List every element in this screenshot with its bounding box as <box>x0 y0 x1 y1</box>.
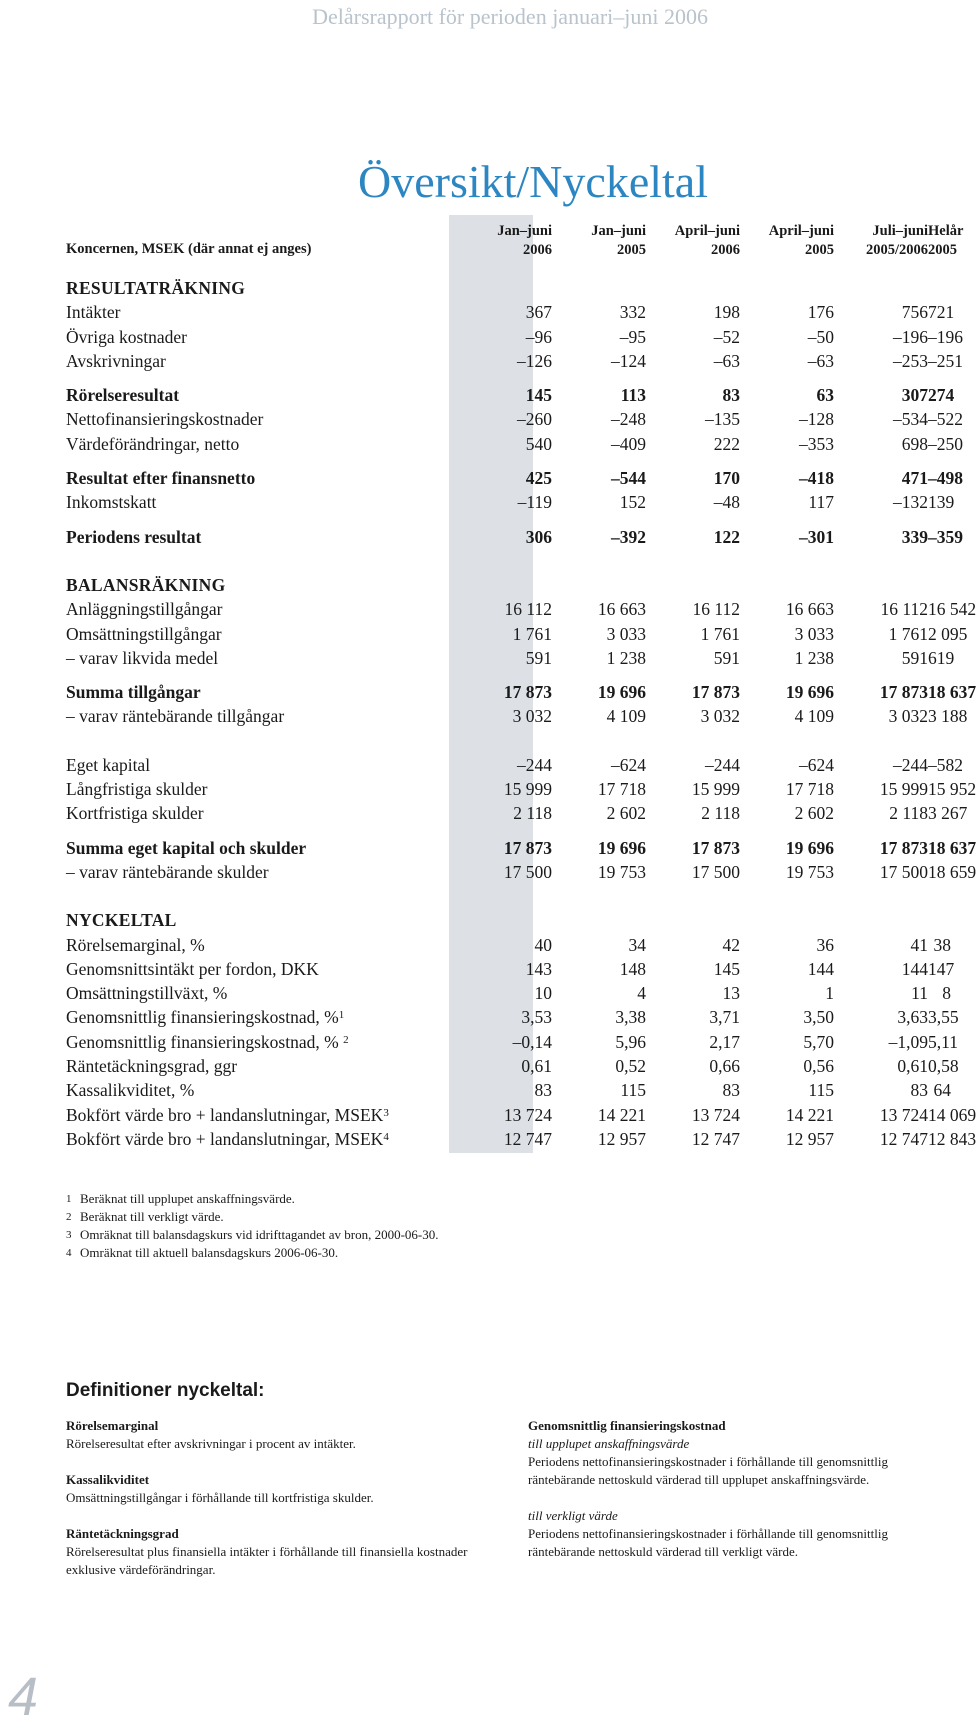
value-cell: 17 873 <box>503 837 552 858</box>
value-cell: 40 <box>534 934 552 955</box>
value-cell: 18 637 <box>928 682 976 703</box>
section-heading-nyckeltal: NYCKELTAL <box>66 910 177 931</box>
table-row <box>66 933 959 957</box>
footnote: 2 Beräknat till verkligt värde. <box>66 1209 224 1224</box>
table-row <box>66 1030 959 1054</box>
value-cell: 2 118 <box>701 803 740 824</box>
footnote: 1 Beräknat till upplupet anskaffningsvärde. <box>66 1191 295 1206</box>
value-cell: 38 <box>933 934 951 955</box>
column-header: Juli–juni 2005/2006 <box>865 223 928 258</box>
row-label: Värdeförändringar, netto <box>66 433 240 454</box>
value-cell: 17 500 <box>879 861 928 882</box>
value-cell: –244 <box>517 754 552 775</box>
column-header: April–juni 2006 <box>674 223 740 258</box>
table-row <box>66 1054 959 1078</box>
key-figures-table <box>66 222 976 1151</box>
row-label: – varav räntebärande skulder <box>66 861 269 882</box>
value-cell: 148 <box>619 958 646 979</box>
table-row <box>66 349 959 373</box>
value-cell: 8 <box>942 983 951 1004</box>
value-cell: 1 761 <box>888 623 928 644</box>
value-cell: –196 <box>893 326 928 347</box>
value-cell: 0,66 <box>709 1056 740 1077</box>
value-cell: 3,53 <box>521 1007 552 1028</box>
value-cell: 0,56 <box>803 1056 834 1077</box>
table-row <box>66 704 959 728</box>
value-cell: 5,11 <box>928 1031 958 1052</box>
table-row <box>66 646 959 670</box>
table-row <box>66 525 959 549</box>
value-cell: 15 999 <box>691 779 740 800</box>
value-cell: 2 095 <box>928 623 968 644</box>
value-cell: 152 <box>619 492 646 513</box>
column-header: Helår 2005 <box>928 223 964 258</box>
value-cell: 591 <box>525 647 552 668</box>
value-cell: 4 109 <box>794 706 834 727</box>
value-cell: 1 761 <box>700 623 740 644</box>
value-cell: 15 999 <box>879 779 928 800</box>
table-row <box>66 432 959 456</box>
value-cell: 721 <box>928 302 955 323</box>
row-label: Genomsnittsintäkt per fordon, DKK <box>66 958 319 979</box>
table-row <box>66 300 959 324</box>
value-cell: 1 238 <box>606 647 646 668</box>
value-cell: 12 747 <box>503 1128 552 1149</box>
definition-text: Periodens nettofinansieringskostnader i förhållande till genomsnittlig räntebärande nettoskuld värderad till verkligt värde. <box>528 1526 888 1559</box>
row-label: Rörelsemarginal, % <box>66 934 205 955</box>
value-cell: –251 <box>928 350 963 371</box>
value-cell: 3 267 <box>928 803 968 824</box>
value-cell: 41 <box>910 934 928 955</box>
value-cell: –544 <box>611 468 646 489</box>
definitions-right-column <box>528 1417 948 1561</box>
page-number: 4 <box>8 1667 39 1727</box>
value-cell: –359 <box>928 526 963 547</box>
value-cell: –392 <box>611 526 646 547</box>
value-cell: 3 188 <box>928 706 968 727</box>
value-cell: 3,38 <box>615 1007 646 1028</box>
table-row <box>66 836 959 860</box>
value-cell: 19 696 <box>597 837 646 858</box>
value-cell: 2 602 <box>606 803 646 824</box>
value-cell: –48 <box>713 492 740 513</box>
value-cell: 113 <box>620 385 646 406</box>
value-cell: –52 <box>713 326 740 347</box>
value-cell: 332 <box>619 302 646 323</box>
value-cell: 122 <box>713 526 740 547</box>
value-cell: 1 238 <box>794 647 834 668</box>
section-heading-balansrakning: BALANSRÄKNING <box>66 574 226 595</box>
row-label: Summa eget kapital och skulder <box>66 837 307 858</box>
value-cell: 5,70 <box>803 1031 834 1052</box>
value-cell: 17 718 <box>597 779 646 800</box>
row-label: Eget kapital <box>66 754 151 775</box>
value-cell: 145 <box>713 958 740 979</box>
row-label: Genomsnittlig finansieringskostnad, %$^1$ <box>66 1007 345 1028</box>
value-cell: 16 112 <box>880 599 928 620</box>
value-cell: 17 873 <box>879 837 928 858</box>
row-label: Kassalikviditet, % <box>66 1080 195 1101</box>
value-cell: 0,52 <box>615 1056 646 1077</box>
row-label: Kortfristiga skulder <box>66 803 204 824</box>
value-cell: –135 <box>705 409 740 430</box>
value-cell: –119 <box>517 492 552 513</box>
table-row <box>66 957 959 981</box>
table-row <box>66 1127 959 1151</box>
value-cell: 11 <box>911 983 928 1004</box>
value-cell: –409 <box>611 433 646 454</box>
value-cell: 3 032 <box>700 706 740 727</box>
value-cell: 5,96 <box>615 1031 646 1052</box>
value-cell: 17 718 <box>785 779 834 800</box>
value-cell: 17 873 <box>503 682 552 703</box>
value-cell: 12 957 <box>597 1128 646 1149</box>
value-cell: –624 <box>611 754 646 775</box>
value-cell: 176 <box>807 302 834 323</box>
section-heading-resultatrakning: RESULTATRÄKNING <box>66 278 246 298</box>
value-cell: 3 032 <box>512 706 552 727</box>
value-cell: –96 <box>525 326 552 347</box>
value-cell: 3,71 <box>709 1007 740 1028</box>
value-cell: 3,50 <box>803 1007 834 1028</box>
value-cell: –624 <box>799 754 834 775</box>
row-label: – varav likvida medel <box>66 647 219 668</box>
value-cell: 16 542 <box>928 599 976 620</box>
value-cell: 16 112 <box>692 599 740 620</box>
row-label: Omsättningstillväxt, % <box>66 983 228 1004</box>
value-cell: 12 747 <box>879 1128 928 1149</box>
value-cell: 591 <box>713 647 740 668</box>
value-cell: 3 033 <box>606 623 646 644</box>
table-header-row <box>66 222 959 260</box>
value-cell: –1,09 <box>888 1031 928 1052</box>
value-cell: 18 659 <box>928 861 976 882</box>
value-cell: –63 <box>807 350 834 371</box>
footnotes <box>66 1190 439 1262</box>
value-cell: 2 118 <box>513 803 552 824</box>
value-cell: 64 <box>933 1080 951 1101</box>
value-cell: 0,61 <box>897 1056 928 1077</box>
definition-rantetackningsgrad: Räntetäckningsgrad Rörelseresultat plus finansiella intäkter i förhållande till finansiella kostnader exklusive värdeförändringar. <box>66 1526 468 1577</box>
value-cell: –126 <box>517 350 552 371</box>
value-cell: –0,14 <box>512 1031 552 1052</box>
table-row <box>66 1005 959 1029</box>
value-cell: 306 <box>525 526 552 547</box>
value-cell: –534 <box>893 409 928 430</box>
value-cell: 17 500 <box>503 861 552 882</box>
value-cell: 14 069 <box>928 1104 976 1125</box>
value-cell: 145 <box>525 385 552 406</box>
value-cell: –95 <box>619 326 646 347</box>
row-label: Bokfört värde bro + landanslutningar, MSEK$^3$ <box>66 1104 389 1125</box>
value-cell: 14 221 <box>785 1104 834 1125</box>
table-row <box>66 325 959 349</box>
definition-subterm: till upplupet anskaffningsvärde <box>528 1436 690 1451</box>
value-cell: –522 <box>928 409 963 430</box>
value-cell: 3,63 <box>897 1007 928 1028</box>
value-cell: 619 <box>928 647 955 668</box>
value-cell: 144 <box>901 958 928 979</box>
value-cell: 339 <box>901 526 928 547</box>
column-header: Jan–juni 2006 <box>497 223 552 258</box>
value-cell: 83 <box>910 1080 928 1101</box>
value-cell: 1 <box>825 983 834 1004</box>
value-cell: 16 663 <box>597 599 646 620</box>
value-cell: 17 873 <box>691 682 740 703</box>
value-cell: –244 <box>893 754 928 775</box>
value-cell: 18 637 <box>928 837 976 858</box>
value-cell: 19 696 <box>785 837 834 858</box>
value-cell: 19 696 <box>597 682 646 703</box>
definitions-title: Definitioner nyckeltal: <box>66 1380 265 1401</box>
table-row <box>66 753 959 777</box>
value-cell: 4 109 <box>606 706 646 727</box>
row-label: Intäkter <box>66 302 121 323</box>
definition-kassalikviditet: Kassalikviditet Omsättningstillgångar i förhållande till kortfristiga skulder. <box>66 1472 374 1505</box>
value-cell: 3,55 <box>928 1007 959 1028</box>
value-cell: 13 724 <box>691 1104 740 1125</box>
value-cell: –124 <box>611 350 646 371</box>
value-cell: 12 843 <box>928 1128 976 1149</box>
value-cell: 36 <box>816 934 834 955</box>
value-cell: 3 033 <box>794 623 834 644</box>
value-cell: 83 <box>722 385 740 406</box>
value-cell: 17 873 <box>879 682 928 703</box>
row-label: Rörelseresultat <box>66 385 180 406</box>
value-cell: 367 <box>525 302 552 323</box>
value-cell: 143 <box>525 958 552 979</box>
row-label: Summa tillgångar <box>66 682 201 703</box>
value-cell: 0,58 <box>928 1056 959 1077</box>
table-row <box>66 466 959 490</box>
value-cell: –260 <box>517 409 552 430</box>
value-cell: 12 957 <box>785 1128 834 1149</box>
value-cell: 222 <box>713 433 740 454</box>
row-label: – varav räntebärande tillgångar <box>66 706 285 727</box>
value-cell: 471 <box>901 468 928 489</box>
value-cell: –132 <box>893 492 928 513</box>
value-cell: 425 <box>525 468 552 489</box>
value-cell: –50 <box>807 326 834 347</box>
table-row <box>66 622 959 646</box>
value-cell: 14 221 <box>597 1104 646 1125</box>
value-cell: 2 602 <box>794 803 834 824</box>
value-cell: 15 999 <box>503 779 552 800</box>
table-row <box>66 1078 959 1102</box>
value-cell: 4 <box>637 983 646 1004</box>
row-label: Räntetäckningsgrad, ggr <box>66 1056 238 1077</box>
value-cell: 756 <box>901 302 928 323</box>
value-cell: 1 761 <box>512 623 552 644</box>
table-row <box>66 597 959 621</box>
definition-text: Periodens nettofinansieringskostnader i förhållande till genomsnittlig räntebärande nettoskuld värderad till upplupet anskaffningsvärde. <box>528 1454 888 1487</box>
value-cell: 115 <box>620 1080 646 1101</box>
value-cell: –63 <box>713 350 740 371</box>
row-label: Genomsnittlig finansieringskostnad, % $^2$ <box>66 1031 349 1052</box>
row-label: Resultat efter finansnetto <box>66 468 256 489</box>
value-cell: 42 <box>722 934 740 955</box>
value-cell: 13 724 <box>879 1104 928 1125</box>
value-cell: 147 <box>928 958 955 979</box>
value-cell: 0,61 <box>521 1056 552 1077</box>
value-cell: 83 <box>534 1080 552 1101</box>
value-cell: 2 118 <box>889 803 928 824</box>
value-cell: 115 <box>808 1080 834 1101</box>
definition-rorelsemarginal: Rörelsemarginal Rörelseresultat efter avskrivningar i procent av intäkter. <box>66 1418 356 1451</box>
value-cell: 19 753 <box>785 861 834 882</box>
value-cell: 117 <box>808 492 834 513</box>
value-cell: 2,17 <box>709 1031 740 1052</box>
value-cell: 540 <box>525 433 552 454</box>
row-label: Inkomstskatt <box>66 492 157 513</box>
table-row <box>66 1103 959 1127</box>
definition-term: Genomsnittlig finansieringskostnad <box>528 1418 726 1433</box>
row-label: Omsättningstillgångar <box>66 623 222 644</box>
value-cell: 198 <box>713 302 740 323</box>
value-cell: 591 <box>901 647 928 668</box>
table-row <box>66 777 959 801</box>
value-cell: 16 112 <box>504 599 552 620</box>
row-label: Anläggningstillgångar <box>66 599 223 620</box>
definitions-left-column <box>66 1417 506 1597</box>
table-row <box>66 407 959 431</box>
footnote: 3 Omräknat till balansdagskurs vid idrifttagandet av bron, 2000-06-30. <box>66 1227 439 1242</box>
footnote: 4 Omräknat till aktuell balansdagskurs 2006-06-30. <box>66 1245 339 1260</box>
table-row <box>66 860 959 884</box>
value-cell: –253 <box>893 350 928 371</box>
value-cell: 19 753 <box>597 861 646 882</box>
value-cell: –301 <box>799 526 834 547</box>
running-head: Delårsrapport för perioden januari–juni 2006 <box>312 4 708 29</box>
column-header: Jan–juni 2005 <box>591 223 646 258</box>
table-row <box>66 490 959 514</box>
value-cell: –582 <box>928 754 963 775</box>
value-cell: 12 747 <box>691 1128 740 1149</box>
value-cell: 13 724 <box>503 1104 552 1125</box>
value-cell: –353 <box>799 433 834 454</box>
value-cell: 274 <box>928 385 955 406</box>
value-cell: 10 <box>534 983 552 1004</box>
value-cell: –244 <box>705 754 740 775</box>
value-cell: 63 <box>816 385 834 406</box>
row-label: Avskrivningar <box>66 350 166 371</box>
page-title: Översikt/Nyckeltal <box>357 155 708 207</box>
value-cell: 17 873 <box>691 837 740 858</box>
value-cell: 139 <box>928 492 955 513</box>
value-cell: 698 <box>901 433 928 454</box>
label-column-header: Koncernen, MSEK (där annat ej anges) <box>66 241 312 257</box>
value-cell: 307 <box>901 385 928 406</box>
value-cell: –128 <box>799 409 834 430</box>
table-row <box>66 981 959 1005</box>
value-cell: 170 <box>713 468 740 489</box>
value-cell: 83 <box>722 1080 740 1101</box>
row-label: Periodens resultat <box>66 526 202 547</box>
value-cell: –248 <box>611 409 646 430</box>
table-row <box>66 801 959 825</box>
table-row <box>66 383 959 407</box>
value-cell: 13 <box>722 983 740 1004</box>
value-cell: 144 <box>807 958 834 979</box>
value-cell: 17 500 <box>691 861 740 882</box>
value-cell: 16 663 <box>785 599 834 620</box>
row-label: Nettofinansieringskostnader <box>66 409 264 430</box>
value-cell: –498 <box>928 468 963 489</box>
value-cell: 15 952 <box>928 779 976 800</box>
value-cell: 34 <box>628 934 646 955</box>
value-cell: –250 <box>928 433 963 454</box>
table-row <box>66 680 959 704</box>
definition-subterm: till verkligt värde <box>528 1508 618 1523</box>
column-header: April–juni 2005 <box>768 223 834 258</box>
value-cell: 3 032 <box>888 706 928 727</box>
row-label: Långfristiga skulder <box>66 779 208 800</box>
row-label: Övriga kostnader <box>66 326 188 347</box>
row-label: Bokfört värde bro + landanslutningar, MSEK$^4$ <box>66 1128 389 1149</box>
value-cell: –196 <box>928 326 963 347</box>
value-cell: –418 <box>799 468 834 489</box>
value-cell: 19 696 <box>785 682 834 703</box>
